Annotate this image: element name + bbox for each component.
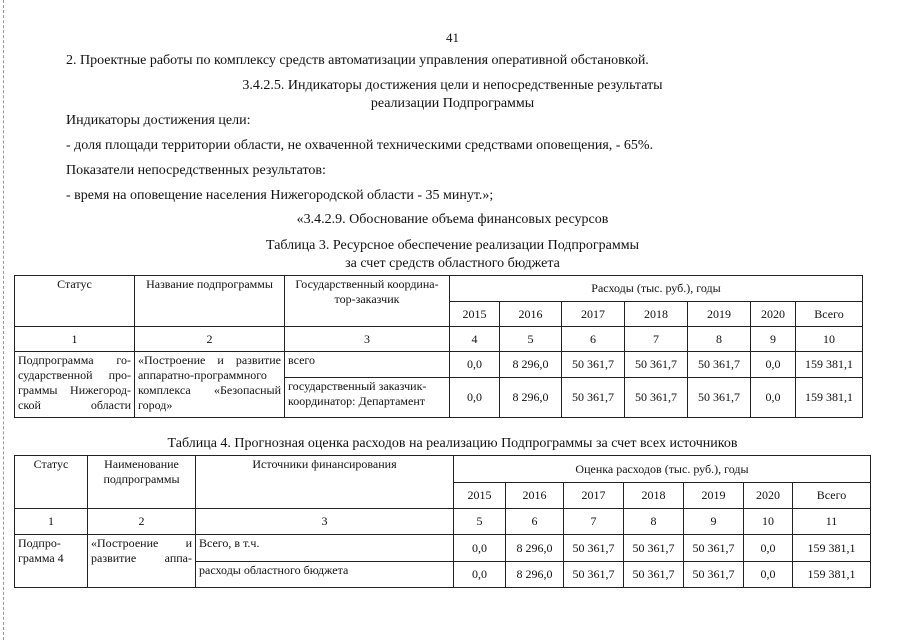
- table4-year-header: Всего: [793, 483, 871, 509]
- result-item: - время на оповещение населения Нижегородской области - 35 минут.»;: [66, 188, 494, 203]
- table4-index-cell: 3: [196, 509, 454, 535]
- table4-index-cell: 5: [454, 509, 506, 535]
- results-heading: Показатели непосредственных результатов:: [66, 163, 326, 178]
- table3-value: 159 381,1: [796, 352, 863, 378]
- table4-name-cell: «Построение и развитие аппа-: [88, 535, 196, 588]
- table4-value: 50 361,7: [564, 562, 624, 588]
- table3-index-cell: 3: [285, 327, 450, 352]
- paragraph-item2: 2. Проектные работы по комплексу средств автоматизации управления оперативной обстановкой.: [66, 53, 649, 68]
- table-row: [15, 352, 863, 378]
- table3-year-header: 2015: [450, 302, 500, 327]
- table3-year-header: 2016: [500, 302, 562, 327]
- page-number: 41: [446, 30, 459, 45]
- table4-row-label: расходы областного бюджета: [196, 562, 454, 588]
- table3-status-cell: Подпрограмма го-сударственной про-граммы Нижегород-ской области: [15, 352, 135, 418]
- table3-year-header: 2017: [562, 302, 625, 327]
- table4-value: 50 361,7: [684, 562, 744, 588]
- section-title-line1: 3.4.2.5. Индикаторы достижения цели и непосредственные результаты: [242, 78, 663, 93]
- table4-header-sources: Источники финансирования: [196, 456, 454, 509]
- table4-value: 8 296,0: [506, 562, 564, 588]
- table4-index-cell: 11: [793, 509, 871, 535]
- table3-value: 50 361,7: [688, 378, 751, 418]
- table4-year-header: 2015: [454, 483, 506, 509]
- table4-value: 159 381,1: [793, 562, 871, 588]
- table4-index-cell: 1: [15, 509, 88, 535]
- table4-value: 159 381,1: [793, 535, 871, 562]
- table3-index-cell: 2: [135, 327, 285, 352]
- table4-value: 8 296,0: [506, 535, 564, 562]
- table3-value: 0,0: [450, 378, 500, 418]
- table3-header-expenses: Расходы (тыс. руб.), годы: [450, 276, 863, 302]
- table3-header-name: Название подпрограммы: [135, 276, 285, 327]
- table3-value: 50 361,7: [562, 378, 625, 418]
- table4-value: 50 361,7: [624, 535, 684, 562]
- table3-value: 50 361,7: [688, 352, 751, 378]
- table3-index-cell: 1: [15, 327, 135, 352]
- table3-row-label: государственный заказчик-координатор: Департамент: [285, 378, 450, 418]
- table4-value: 50 361,7: [684, 535, 744, 562]
- table4-index-cell: 10: [744, 509, 793, 535]
- table4-year-header: 2019: [684, 483, 744, 509]
- table3-year-header: Всего: [796, 302, 863, 327]
- table4-value: 50 361,7: [564, 535, 624, 562]
- table3-title-line1: Таблица 3. Ресурсное обеспечение реализации Подпрограммы: [265, 238, 639, 253]
- table4-index-cell: 6: [506, 509, 564, 535]
- table3-index-cell: 6: [562, 327, 625, 352]
- table3-index-cell: 9: [751, 327, 796, 352]
- table4-index-cell: 2: [88, 509, 196, 535]
- table4-value: 0,0: [744, 562, 793, 588]
- table4-value: 0,0: [744, 535, 793, 562]
- table3-year-header: 2020: [751, 302, 796, 327]
- indicators-heading: Индикаторы достижения цели:: [66, 113, 251, 128]
- table3-value: 0,0: [450, 352, 500, 378]
- table3-value: 0,0: [751, 378, 796, 418]
- table3-value: 50 361,7: [625, 378, 688, 418]
- table4-year-header: 2017: [564, 483, 624, 509]
- table3-value: 0,0: [751, 352, 796, 378]
- table4-year-header: 2018: [624, 483, 684, 509]
- table3-index-cell: 7: [625, 327, 688, 352]
- table3: [14, 275, 863, 418]
- table3-value: 159 381,1: [796, 378, 863, 418]
- table3-value: 8 296,0: [500, 352, 562, 378]
- financing-section-title: «3.4.2.9. Обоснование объема финансовых ресурсов: [296, 212, 609, 227]
- table4-year-header: 2016: [506, 483, 564, 509]
- table4-value: 50 361,7: [624, 562, 684, 588]
- table3-row-label: всего: [285, 352, 450, 378]
- table4-index-cell: 9: [684, 509, 744, 535]
- table3-index-row: [15, 327, 863, 352]
- table4-status-cell: Подпро-грамма 4: [15, 535, 88, 588]
- table4-row-label: Всего, в т.ч.: [196, 535, 454, 562]
- table3-value: 8 296,0: [500, 378, 562, 418]
- table3-header-customer: Государственный координа-тор-заказчик: [285, 276, 450, 327]
- table3-name-cell: «Построение и развитие аппаратно-программного комплекса «Безопасный город»: [135, 352, 285, 418]
- table4-value: 0,0: [454, 562, 506, 588]
- table3-index-cell: 4: [450, 327, 500, 352]
- table3-index-cell: 5: [500, 327, 562, 352]
- table3-value: 50 361,7: [562, 352, 625, 378]
- section-title-line2: реализации Подпрограммы: [370, 96, 535, 111]
- table4-index-cell: 7: [564, 509, 624, 535]
- table4-header-name: Наименование подпрограммы: [88, 456, 196, 509]
- table3-year-header: 2019: [688, 302, 751, 327]
- table4-header-status: Статус: [15, 456, 88, 509]
- table4-header-estimate: Оценка расходов (тыс. руб.), годы: [454, 456, 871, 483]
- table3-value: 50 361,7: [625, 352, 688, 378]
- table4-year-header: 2020: [744, 483, 793, 509]
- table3-index-cell: 10: [796, 327, 863, 352]
- table4-index-row: [15, 509, 871, 535]
- table3-title-line2: за счет средств областного бюджета: [345, 256, 560, 271]
- table3-year-header: 2018: [625, 302, 688, 327]
- table4-index-cell: 8: [624, 509, 684, 535]
- table4-value: 0,0: [454, 535, 506, 562]
- table-row: [15, 535, 871, 562]
- indicator-item: - доля площади территории области, не охваченной техническими средствами оповещения, - 65%.: [66, 138, 654, 153]
- table3-header-status: Статус: [15, 276, 135, 327]
- table4-title: Таблица 4. Прогнозная оценка расходов на реализацию Подпрограммы за счет всех источников: [167, 436, 738, 451]
- table3-index-cell: 8: [688, 327, 751, 352]
- table4: [14, 455, 871, 588]
